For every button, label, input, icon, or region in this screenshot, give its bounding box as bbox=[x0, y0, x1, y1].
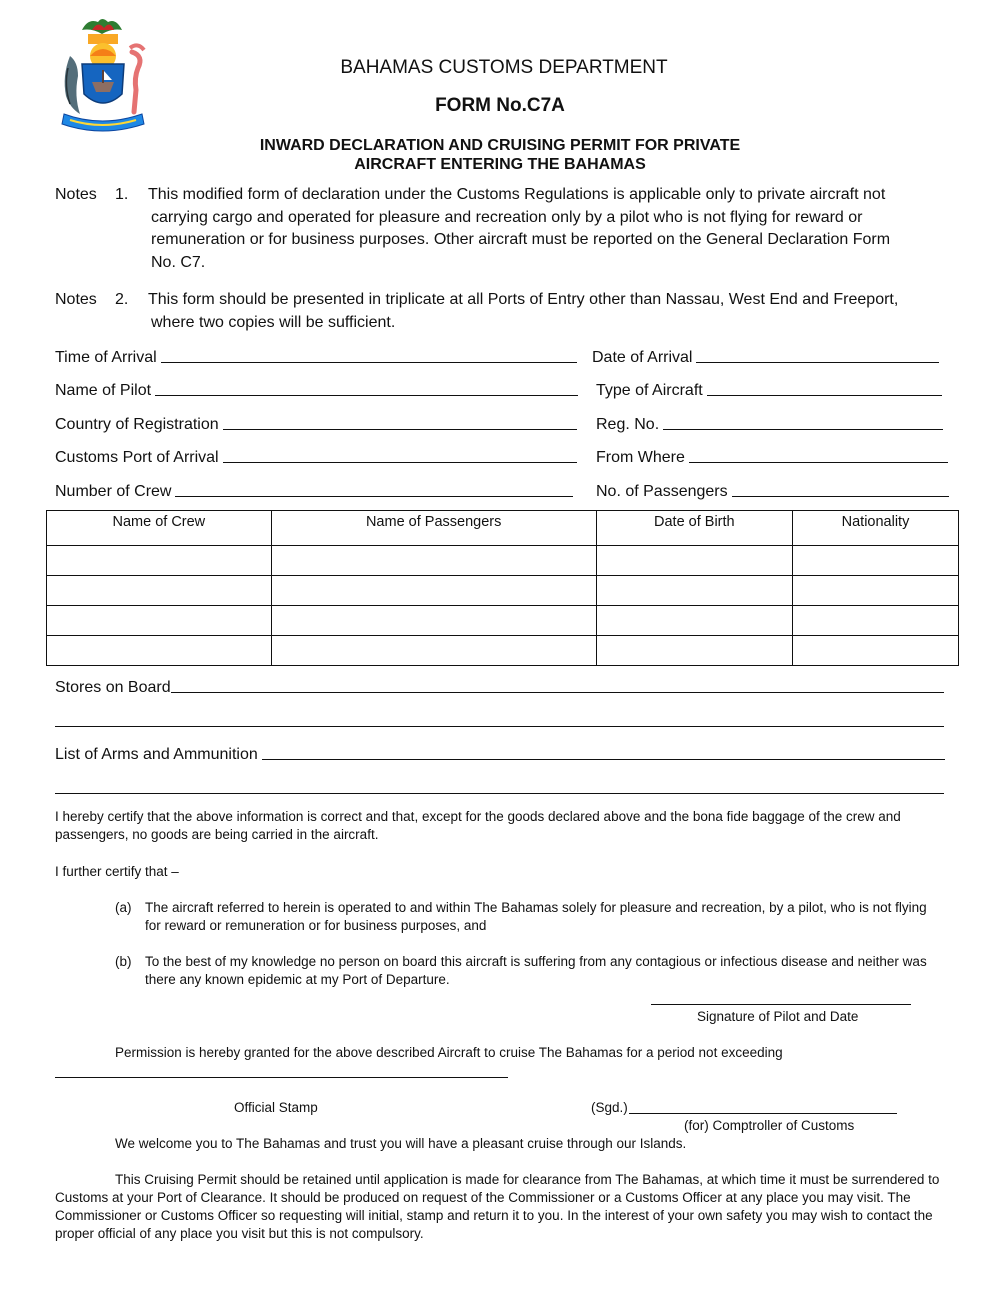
note-line: This form should be presented in triplicate at all Ports of Entry other than Nassau, West End and Freeport, bbox=[148, 291, 899, 308]
field-label: List of Arms and Ammunition bbox=[55, 746, 258, 763]
customs-port-of-arrival-field[interactable] bbox=[55, 445, 577, 467]
certification-line: passengers, no goods are being carried in the aircraft. bbox=[55, 827, 379, 842]
clause-line: The aircraft referred to herein is operated to and within The Bahamas solely for pleasure and recreation, by a pilot, who is not flying bbox=[145, 900, 927, 915]
table-cell[interactable] bbox=[271, 606, 596, 636]
note-1 bbox=[55, 184, 955, 276]
field-label: Type of Aircraft bbox=[596, 382, 703, 399]
permission-text: Permission is hereby granted for the above described Aircraft to cruise The Bahamas for a period not exceeding bbox=[115, 1045, 783, 1060]
number-of-crew-field[interactable] bbox=[55, 479, 573, 501]
field-label: Customs Port of Arrival bbox=[55, 449, 219, 466]
note-number: 2. bbox=[115, 291, 129, 308]
note-label: Notes bbox=[55, 186, 97, 203]
certification-text bbox=[55, 808, 955, 844]
column-header-nationality: Nationality bbox=[792, 511, 958, 546]
clause-line: there any known epidemic at my Port of Departure. bbox=[145, 972, 450, 987]
column-header-date-of-birth: Date of Birth bbox=[596, 511, 792, 546]
footer-line: Customs at your Port of Clearance. It should be produced on request of the Commissioner or a Customs Officer at any place you may visit. The bbox=[55, 1190, 911, 1205]
form-title bbox=[0, 136, 1000, 174]
form-title-line: AIRCRAFT ENTERING THE BAHAMAS bbox=[354, 156, 646, 173]
note-2 bbox=[55, 289, 955, 335]
table-row bbox=[47, 606, 959, 636]
further-certify-text: I further certify that – bbox=[55, 864, 179, 879]
from-where-field[interactable] bbox=[596, 445, 948, 467]
table-cell[interactable] bbox=[271, 546, 596, 576]
field-label: No. of Passengers bbox=[596, 483, 728, 500]
table-cell[interactable] bbox=[792, 636, 958, 666]
table-cell[interactable] bbox=[271, 636, 596, 666]
table-cell[interactable] bbox=[792, 546, 958, 576]
field-label: From Where bbox=[596, 449, 685, 466]
form-number: FORM No.C7A bbox=[435, 95, 565, 116]
stores-continuation-line[interactable] bbox=[55, 726, 944, 727]
date-of-arrival-field[interactable] bbox=[592, 345, 939, 367]
no-of-passengers-field[interactable] bbox=[596, 479, 949, 501]
table-cell[interactable] bbox=[596, 546, 792, 576]
permission-period-line[interactable] bbox=[55, 1077, 508, 1078]
clause-a bbox=[115, 899, 955, 935]
pilot-signature-line[interactable] bbox=[651, 1004, 911, 1005]
cruising-permit-footer bbox=[55, 1171, 955, 1243]
footer-line: Commissioner or Customs Officer so requesting will initial, stamp and return it to you. In the interest of your own safety you may wish to contact the bbox=[55, 1208, 933, 1223]
country-of-registration-field[interactable] bbox=[55, 412, 577, 434]
clause-label: (a) bbox=[115, 900, 132, 915]
field-label: Reg. No. bbox=[596, 416, 660, 433]
footer-line: This Cruising Permit should be retained until application is made for clearance from The Bahamas, at which time it must be surrendered to bbox=[115, 1172, 940, 1187]
table-row bbox=[47, 636, 959, 666]
table-cell[interactable] bbox=[596, 636, 792, 666]
comptroller-label: (for) Comptroller of Customs bbox=[684, 1118, 855, 1133]
clause-line: To the best of my knowledge no person on board this aircraft is suffering from any contagious or infectious disease and neither was bbox=[145, 954, 927, 969]
field-label: Country of Registration bbox=[55, 416, 219, 433]
table-cell[interactable] bbox=[596, 606, 792, 636]
note-label: Notes bbox=[55, 291, 97, 308]
form-title-line: INWARD DECLARATION AND CRUISING PERMIT FOR PRIVATE bbox=[259, 137, 741, 154]
crew-passenger-table bbox=[46, 510, 959, 666]
stores-on-board-field[interactable] bbox=[55, 675, 944, 697]
pilot-signature-label: Signature of Pilot and Date bbox=[697, 1009, 859, 1024]
time-of-arrival-field[interactable] bbox=[55, 345, 577, 367]
table-cell[interactable] bbox=[47, 606, 272, 636]
arms-and-ammunition-field[interactable] bbox=[55, 742, 945, 764]
clause-line: for reward or remuneration or for business purposes, and bbox=[145, 918, 487, 933]
reg-no-field[interactable] bbox=[596, 412, 943, 434]
table-cell[interactable] bbox=[596, 576, 792, 606]
official-stamp-label: Official Stamp bbox=[234, 1100, 318, 1115]
field-label: Date of Arrival bbox=[592, 349, 693, 366]
certification-line: I hereby certify that the above information is correct and that, except for the goods declared above and the bona fide baggage of the crew and bbox=[55, 809, 901, 824]
table-header-row bbox=[47, 511, 959, 546]
note-line: where two copies will be sufficient. bbox=[151, 313, 396, 331]
table-cell[interactable] bbox=[271, 576, 596, 606]
department-name: BAHAMAS CUSTOMS DEPARTMENT bbox=[340, 57, 668, 78]
note-line: remuneration or for business purposes. Other aircraft must be reported on the General Declaration Form bbox=[151, 231, 891, 248]
arms-continuation-line[interactable] bbox=[55, 793, 944, 794]
name-of-pilot-field[interactable] bbox=[55, 378, 578, 400]
field-label: Time of Arrival bbox=[55, 349, 157, 366]
note-line: No. C7. bbox=[151, 253, 206, 271]
table-cell[interactable] bbox=[792, 606, 958, 636]
table-cell[interactable] bbox=[47, 546, 272, 576]
type-of-aircraft-field[interactable] bbox=[596, 378, 942, 400]
table-cell[interactable] bbox=[47, 576, 272, 606]
sgd-label: (Sgd.) bbox=[591, 1100, 628, 1115]
table-row bbox=[47, 576, 959, 606]
welcome-text: We welcome you to The Bahamas and trust you will have a pleasant cruise through our Islands. bbox=[115, 1136, 687, 1151]
clause-label: (b) bbox=[115, 954, 132, 969]
note-line: carrying cargo and operated for pleasure and recreation only by a pilot who is not flying for reward or bbox=[151, 208, 863, 226]
clause-b bbox=[115, 953, 955, 989]
table-row bbox=[47, 546, 959, 576]
note-line: This modified form of declaration under the Customs Regulations is applicable only to private aircraft not bbox=[148, 186, 886, 203]
comptroller-signature-line[interactable] bbox=[629, 1113, 897, 1114]
column-header-name-of-passengers: Name of Passengers bbox=[271, 511, 596, 546]
field-label: Name of Pilot bbox=[55, 382, 152, 399]
footer-line: proper official of any place you visit but this is not compulsory. bbox=[55, 1226, 424, 1241]
table-cell[interactable] bbox=[792, 576, 958, 606]
field-label: Number of Crew bbox=[55, 483, 172, 500]
field-label: Stores on Board bbox=[55, 679, 171, 696]
table-cell[interactable] bbox=[47, 636, 272, 666]
note-number: 1. bbox=[115, 186, 129, 203]
column-header-name-of-crew: Name of Crew bbox=[47, 511, 272, 546]
